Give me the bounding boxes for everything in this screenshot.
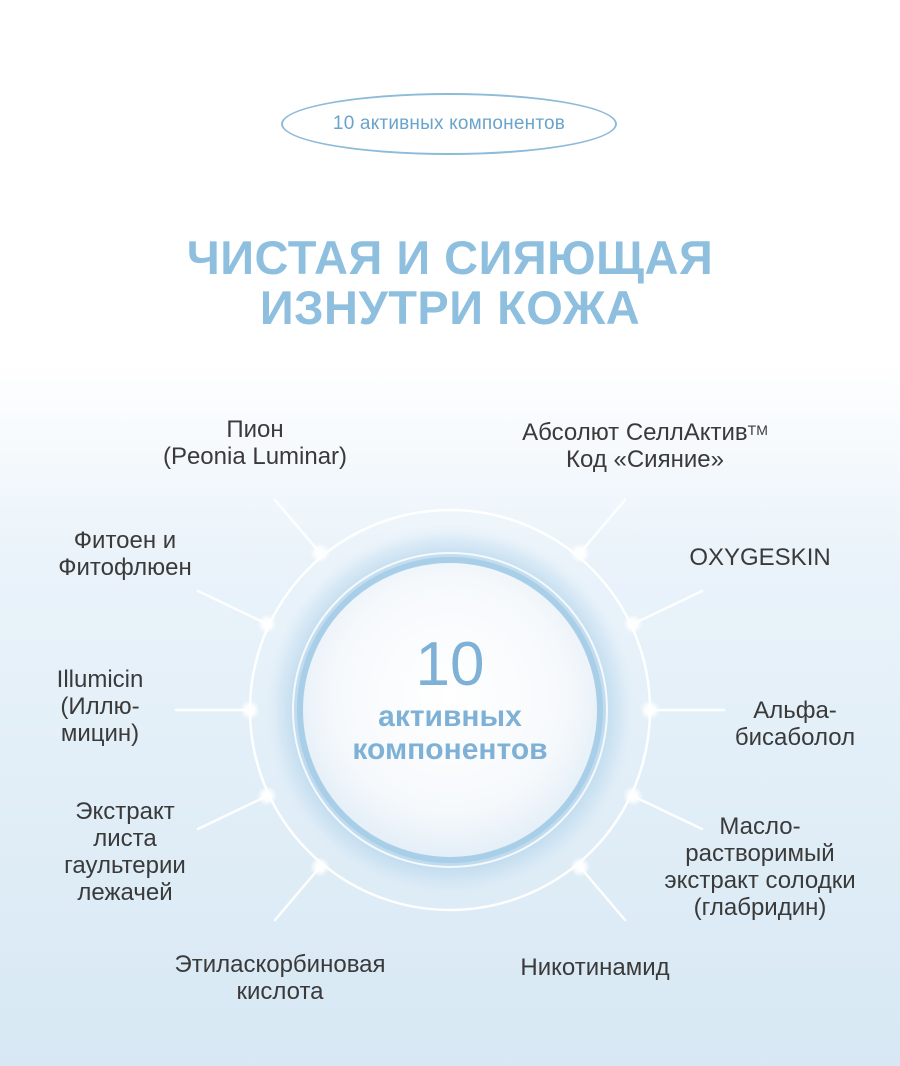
dot-phytoene: [257, 614, 277, 634]
label-gaultheria-line-3: гаультерии: [64, 852, 186, 879]
label-bisabolol: [715, 697, 875, 751]
label-phytoene: [25, 527, 225, 581]
label-cellactive: [495, 419, 795, 473]
label-gaultheria: [35, 798, 215, 906]
label-ascorbic-line-1: Этиласкорбиновая: [174, 951, 386, 978]
center-label-line-2: компонентов: [352, 733, 548, 766]
label-licorice-line-3: экстракт солодки: [664, 867, 856, 894]
dot-niacinamide: [570, 857, 590, 877]
label-illumicin-line-3: мицин): [60, 720, 140, 747]
label-ascorbic-line-2: кислота: [236, 978, 324, 1005]
label-licorice: [640, 813, 880, 921]
label-niacinamide: [485, 954, 705, 981]
label-phytoene-line-1: Фитоен и: [73, 527, 177, 554]
label-oxygeskin-line-1: OXYGESKIN: [689, 544, 831, 571]
center-number: 10: [415, 630, 485, 699]
label-gaultheria-line-1: Экстракт: [75, 798, 175, 825]
label-gaultheria-line-2: листа: [93, 825, 157, 852]
label-niacinamide-line-1: Никотинамид: [520, 954, 670, 981]
badge-text: 10 активных компонентов: [332, 113, 566, 134]
spoke-ascorbic: [275, 867, 320, 920]
center-label-line-1: активных: [378, 700, 522, 733]
dot-gaultheria: [257, 786, 277, 806]
label-oxygeskin: [660, 544, 860, 571]
label-licorice-line-2: растворимый: [685, 840, 835, 867]
spoke-phytoene: [198, 591, 267, 624]
spoke-niacinamide: [580, 867, 625, 920]
label-licorice-line-4: (глабридин): [693, 894, 827, 921]
label-peony-line-2: (Peonia Luminar): [162, 443, 348, 470]
dot-ascorbic: [310, 857, 330, 877]
headline-line-2: ИЗНУТРИ КОЖА: [259, 281, 641, 334]
label-phytoene-line-2: Фитофлюен: [58, 554, 192, 581]
label-bisabolol-line-2: бисаболол: [734, 724, 856, 751]
label-cellactive-line-1: [495, 419, 795, 446]
spoke-cellactive: [580, 500, 625, 553]
label-licorice-line-1: Масло-: [719, 813, 801, 840]
label-cellactive-name: Абсолют СеллАктив: [522, 419, 748, 446]
spoke-oxygeskin: [633, 591, 702, 624]
label-gaultheria-line-4: лежачей: [77, 879, 173, 906]
dot-illumicin: [240, 700, 260, 720]
dot-bisabolol: [640, 700, 660, 720]
label-ascorbic: [140, 951, 420, 1005]
label-illumicin: [20, 666, 180, 747]
label-cellactive-line-2: Код «Сияние»: [566, 446, 724, 473]
label-bisabolol-line-1: Альфа-: [753, 697, 837, 724]
spoke-peony: [275, 500, 320, 553]
dot-licorice: [623, 786, 643, 806]
headline-line-1: ЧИСТАЯ И СИЯЮЩАЯ: [186, 231, 714, 284]
label-illumicin-line-2: (Иллю-: [60, 693, 140, 720]
dot-cellactive: [570, 543, 590, 563]
label-peony: [130, 416, 380, 470]
label-peony-line-1: Пион: [226, 416, 284, 443]
trademark-mark: TM: [747, 422, 768, 438]
dot-peony: [310, 543, 330, 563]
label-illumicin-line-1: Illumicin: [56, 666, 144, 693]
dot-oxygeskin: [623, 614, 643, 634]
